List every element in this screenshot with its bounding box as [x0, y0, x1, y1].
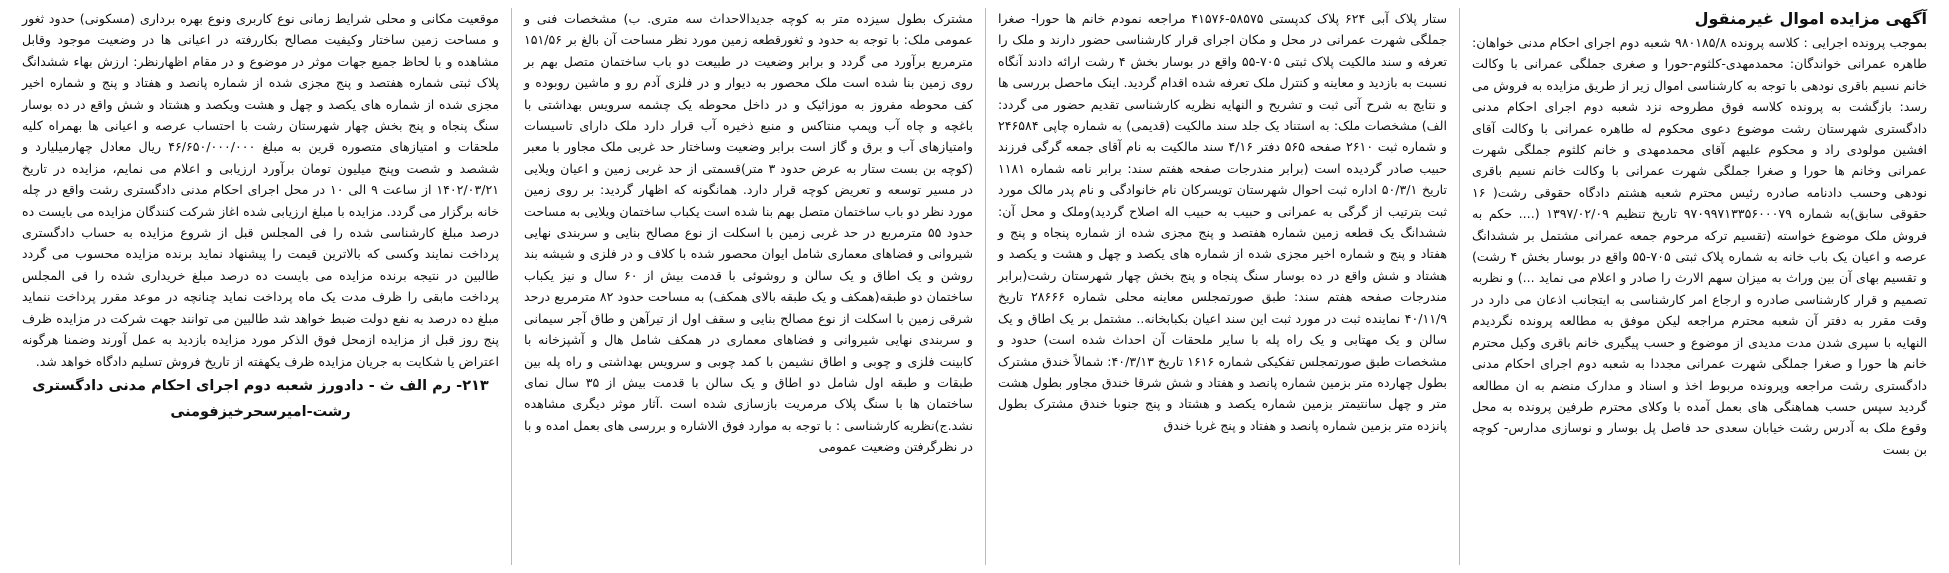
signature-line-2: رشت-امیرسحرخیزفومنی	[170, 403, 351, 420]
notice-paragraph: موقعیت مکانی و محلی شرایط زمانی نوع کاربری ونوع بهره برداری (مسکونی) حدود ثغور و مساحت زمین ساختار وکیفیت مصالح بکاررفته در اعیانی ها در وضعیت موجود وقابل مشاهده و با لحاظ جمیع جهات موثر در موضوع و در مقام اظهارنظر: ارزش بهاء ششدانگ پلاک ثبتی شماره هفتصد و پنج مجزی شده از شماره پانصد و هفتاد و پنج و شماره اخیر مجزی شده از شماره های یکصد و چهل و هشت ویکصد و هشتاد و شش واقع در ده بوسار سنگ پنجاه و پنج بخش چهار شهرستان رشت با احتساب عرصه و اعیانی ها بهمراه کلیه ملحقات و امتیازهای متصوره قرین به مبلغ ۴۶/۶۵۰/۰۰۰/۰۰۰ ریال معادل چهارمیلیارد و ششصد و شصت وپنج میلیون تومان برآورد ارزیابی و اعلام می نمایم، مزایده در تاریخ ۱۴۰۲/۰۳/۲۱ از ساعت ۹ الی ۱۰ در محل اجرای احکام مدنی دادگستری رشت واقع در چله خانه برگزار می گردد. مزایده با مبلغ ارزیابی شده اغاز شرکت کنندگان مزایده می بایست ده درصد مبلغ کارشناسی شده را فی المجلس قبل از شروع مزایده به حساب دادگستری پرداخت نمایند وکسی که بالاترین قیمت را پیشنهاد نماید برنده مزایده محسوب می گردد طالبین در نتیجه برنده مزایده می بایست ده درصد مبلغ خریداری شده را فی المجلس پرداخت مابقی را ظرف مدت یک ماه پرداخت نماید چنانچه در موعد مقرر پرداخت ننماید مبلغ ده درصد به نفع دولت ضبط خواهد شد طالبین می توانند جهت شرکت در مزایده ظرف پنج روز قبل از مزایده ازمحل فوق الذکر مورد مزایده بازدید به عمل آورند وضمنا هرگونه اعتراض یا شکایت به جریان مزایده ظرف یکهفته از تاریخ فروش تسلیم دادگاه خواهد شد.	[22, 11, 500, 369]
notice-paragraph: بموجب پرونده اجرایی : کلاسه پرونده ۹۸۰۱۸۵/۸ شعبه دوم اجرای احکام مدنی خواهان: طاهره عمرانی خواندگان: محمدمهدی-کلثوم-حورا و صغری جملگی عمرانی با وکالت خانم نسیم باقری نودهی با توجه به کارشناسی اموال زیر از طریق مزایده به فروش می رسد: بازگشت به پرونده کلاسه فوق مطروحه نزد شعبه دوم اجرای احکام مدنی دادگستری شهرستان رشت موضوع دعوی محکوم له طاهره عمرانی با وکالت آقای افشین مولودی راد و محکوم علیهم آقای محمدمهدی و خانم کلثوم جملگی شهرت عمرانی وخانم ها حورا و صغرا جملگی شهرت عمرانی با وکالت خانم نسیم باقری نودهی وحسب دادنامه صادره رئیس محترم شعبه هشتم دادگاه حقوقی رشت( ۱۶ حقوقی سابق)به شماره ۹۷۰۹۹۷۱۳۳۵۶۰۰۰۷۹ تاریخ تنظیم ۱۳۹۷/۰۲/۰۹ (.... حکم به فروش ملک موضوع خواسته (تقسیم ترکه مرحوم جمعه عمرانی مشتمل بر ششدانگ عرصه و اعیان یک باب خانه به شماره پلاک ثبتی ۷۰۵-۵۵ واقع در بوسار بخش ۴ رشت) و تقسیم بهای آن بین وراث به میزان سهم الارث را صادر و اعلام می نماید ...) و نظربه تصمیم و قرار کارشناسی صادره و ارجاع امر کارشناسی به ایتجانب اذعان می دارد در وقت مقرر به دفتر آن شعبه محترم مراجعه لیکن موفق به مطالعه پرونده نگردیدم النهایه با سپری شدن مدت مدیدی از موضوع و حسب پیگیری خانم باقری وکیل محترم خانم ها حورا و صغرا جملگی شهرت عمرانی مجددا به شعبه دوم اجرای احکام مدنی دادگستری رشت مراجعه وپرونده مربوط اخذ و اسناد و مدارک منضم به ان مطالعه گردید سپس حسب هماهنگی های بعمل آمده با وکلای محترم طرفین پرونده به محل وقوع ملک به آدرس رشت خیابان سعدی حد فاصل پل بوسار و نوسازی مدارس- کوچه بن بست	[1472, 35, 1928, 457]
notice-column-1	[1459, 8, 1939, 565]
notice-column-4	[10, 8, 511, 565]
signature-line-1: ۲۱۳- رم الف ث - دادورز شعبه دوم اجرای احکام مدنی دادگستری	[32, 377, 489, 394]
notice-paragraph: مشترک بطول سیزده متر به کوچه جدیدالاحداث سه متری. ب) مشخصات فنی و عمومی ملک: با توجه به حدود و ثغورقطعه زمین مورد نظر مساحت آن بالغ بر ۱۵۱/۵۶ مترمربع برآورد می گردد و برابر وضعیت در طبیعت دو باب ساختمان متصل بهم بر روی زمین بنا شده است ملک محصور به دیوار و در فلزی آدم رو و ماشین روبوده و کف محوطه مفروز به موزائیک و در داخل محوطه یک چشمه سرویس بهداشتی با باغچه و چاه آب وپمپ منتاکس و منبع ذخیره آب قرار دارد ملک دارای تاسیسات وامتیازهای آب و برق و گاز است برابر وضعیت وساختار حد غربی ملک مجاور با معبر (کوچه بن بست ستار به عرض حدود ۳ متر)قسمتی از حد غربی زمین و اعیان ویلایی در مسیر توسعه و تعریض کوچه قرار دارد. همانگونه که اظهار گردید: بر روی زمین مورد نظر دو باب ساختمان متصل بهم بنا شده است یکباب ساختمان ویلایی به مساحت حدود ۵۵ مترمربع در حد غربی زمین با اسکلت از نوع مصالح بنایی و سربندی نهایی شیروانی و فضاهای معماری شامل ایوان محصور شده با کلاف و در فلزی و شیشه بند روشن و یک اطاق و یک سالن و روشوئی با قدمت بیش از ۶۰ سال و نیز یکباب ساختمان دو طبقه(همکف و یک طبقه بالای همکف) به مساحت حدود ۸۲ مترمربع درحد شرقی زمین با اسکلت از نوع مصالح بنایی و سقف اول از تیرآهن و طاق آجر سیمانی و سربندی نهایی شیروانی و فضاهای معماری در همکف شامل هال و آشپزخانه با کابینت فلزی و چوبی و اطاق نشیمن با کمد چوبی و سرویس بهداشتی و راه پله بین طبقات و طبقه اول شامل دو اطاق و یک سالن با قدمت بیش از ۳۵ سال نمای ساختمان ها با سنگ پلاک مرمریت بازسازی شده است .آثار موثر دیگری مشاهده نشد.ج)نظریه کارشناسی : با توجه به موارد فوق الاشاره و بررسی های بعمل امده و با در نظرگرفتن وضعیت عمومی	[524, 11, 974, 455]
notice-title: آگهی مزایده اموال غیرمنقول	[1694, 9, 1927, 28]
notice-column-3	[511, 8, 985, 565]
notice-column-2	[985, 8, 1459, 565]
notice-paragraph: ستار پلاک آبی ۶۲۴ پلاک کدپستی ۵۸۵۷۵-۴۱۵۷۶ مراجعه نمودم خانم ها حورا- صغرا جملگی شهرت عمرانی در محل و مکان اجرای قرار کارشناسی حضور دارند و ملک را تعرفه و سند مالکیت پلاک ثبتی ۷۰۵-۵۵ واقع در بوسار بخش ۴ رشت ارائه دادند آنگاه نسبت به بازدید و معاینه و کنترل ملک تعرفه شده اقدام گردید. اینک ماحصل بررسی ها و نتایج به شرح آتی ثبت و تشریح و النهایه نظریه کارشناسی تقدیم حضور می گردد: الف) مشخصات ملک: به استناد یک جلد سند مالکیت (قدیمی) به شماره چاپی ۲۴۶۵۸۴ و شماره ثبت ۲۶۱۰ صفحه ۵۶۵ دفتر ۴/۱۶ سند مالکیت به نام آقای جمعه گرگی فرزند حبیب صادر گردیده است (برابر مندرجات صفحه هفتم سند: برابر نامه شماره ۱۱۸۱ تاریخ ۵۰/۳/۱ اداره ثبت احوال شهرستان تویسرکان نام خانوادگی و نام پدر مالک مورد ثبت بترتیب از گرگی به عمرانی و حبیب به حبیب اله اصلاح گردید)وملک و محل آن: ششدانگ یک قطعه زمین شماره هفتصد و پنج مجزی شده از شماره پنجاه و پنج و هفتاد و پنج و شماره اخیر مجزی شده از شماره های یکصد و چهل و هشت و یکصد و هشتاد و شش واقع در ده بوسار سنگ پنجاه و پنج بخش چهار شهرستان رشت(برابر مندرجات صفحه هفتم سند: طبق صورتمجلس معاینه محلی شماره ۲۸۶۶۶ تاریخ ۴۰/۱۱/۹ نماینده ثبت در مورد ثبت این سند اعیان بکبابخانه.. مشتمل بر یک اطاق و یک سالن و یک مهتابی و یک راه پله با سایر ملحقات آن احداث شده است) حدود و مشخصات طبق صورتمجلس تفکیکی شماره ۱۶۱۶ تاریخ ۴۰/۳/۱۳: شمالاً خندق مشترک بطول چهارده متر بزمین شماره پانصد و هفتاد و شش شرقا خندق مجاور بطول هشت متر و چهل سانتیمتر بزمین شماره یکصد و هشتاد و پنج جنوبا خندق مشترک بطول پانزده متر بزمین شماره پانصد و هفتاد و پنج غربا خندق	[998, 11, 1448, 433]
